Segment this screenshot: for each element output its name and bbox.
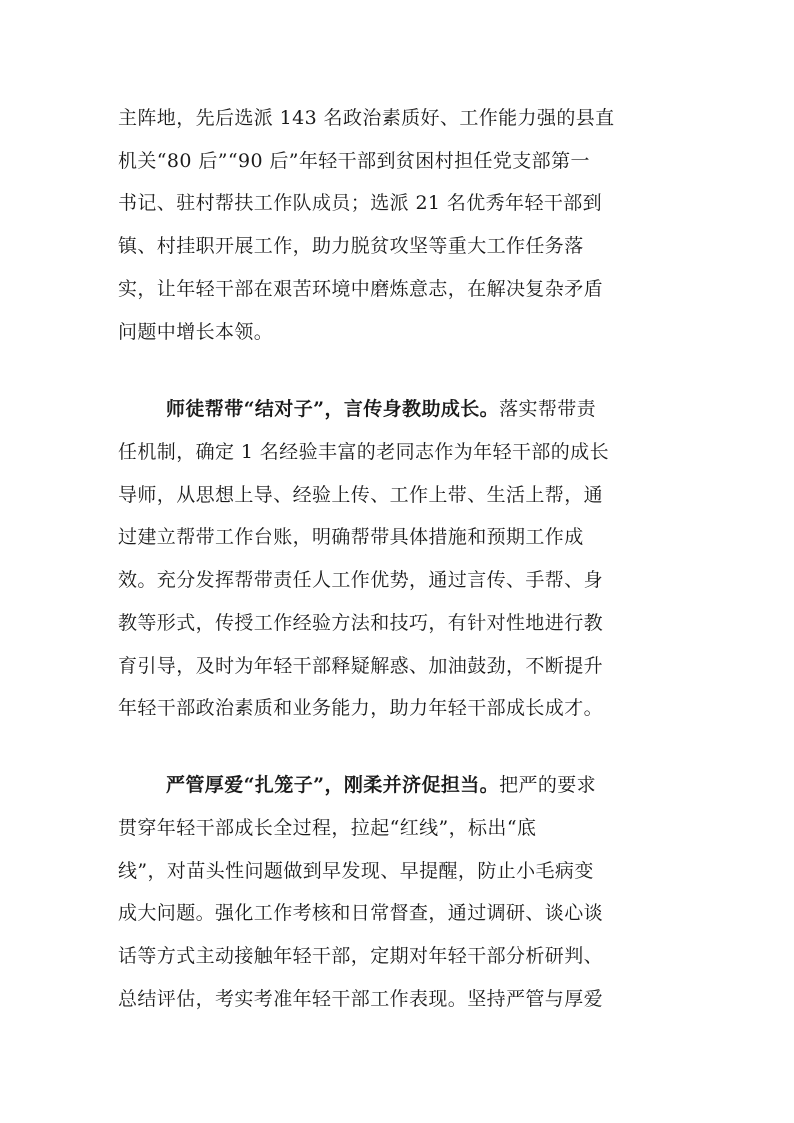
- paragraph-line: 任机制，确定 1 名经验丰富的老同志作为年轻干部的成长: [118, 441, 609, 463]
- paragraph-line: 教等形式，传授工作经验方法和技巧，有针对性地进行教: [118, 612, 604, 634]
- section-heading: 师徒帮带“结对子”，言传身教助成长。: [166, 398, 500, 420]
- paragraph-line: 总结评估，考实考准年轻干部工作表现。坚持严管与厚爱: [118, 988, 604, 1010]
- paragraph-line: 问题中增长本领。: [118, 321, 274, 343]
- paragraph-text: 落实帮带责: [499, 398, 597, 420]
- paragraph-line: 主阵地，先后选派 143 名政治素质好、工作能力强的县直: [118, 107, 615, 129]
- paragraph-line: 育引导，及时为年轻干部释疑解惑、加油鼓劲，不断提升: [118, 655, 604, 677]
- paragraph-line: 年轻干部政治素质和业务能力，助力年轻干部成长成才。: [118, 697, 604, 719]
- paragraph-line: 书记、驻村帮扶工作队成员；选派 21 名优秀年轻干部到: [118, 192, 603, 214]
- paragraph-first-line: [166, 397, 596, 421]
- paragraph-line: 过建立帮带工作台账，明确帮带具体措施和预期工作成: [118, 526, 584, 548]
- paragraph-text: 把严的要求: [499, 774, 597, 796]
- paragraph-line: 效。充分发挥帮带责任人工作优势，通过言传、手帮、身: [118, 569, 604, 591]
- section-heading: 严管厚爱“扎笼子”，刚柔并济促担当。: [166, 774, 500, 796]
- paragraph-line: 实，让年轻干部在艰苦环境中磨炼意志，在解决复杂矛盾: [118, 278, 604, 300]
- paragraph-first-line: [166, 773, 596, 797]
- document-body: [118, 0, 664, 1123]
- paragraph-line: 镇、村挂职开展工作，助力脱贫攻坚等重大工作任务落: [118, 235, 584, 257]
- paragraph-line: 线”，对苗头性问题做到早发现、早提醒，防止小毛病变: [118, 860, 594, 882]
- paragraph-line: 贯穿年轻干部成长全过程，拉起“红线”，标出“底: [118, 817, 537, 839]
- paragraph-line: 导师，从思想上导、经验上传、工作上带、生活上帮，通: [118, 484, 604, 506]
- paragraph-line: 成大问题。强化工作考核和日常督查，通过调研、谈心谈: [118, 902, 604, 924]
- paragraph-line: 机关“80 后”“90 后”年轻干部到贫困村担任党支部第一: [118, 150, 590, 172]
- paragraph-line: 话等方式主动接触年轻干部，定期对年轻干部分析研判、: [118, 945, 604, 967]
